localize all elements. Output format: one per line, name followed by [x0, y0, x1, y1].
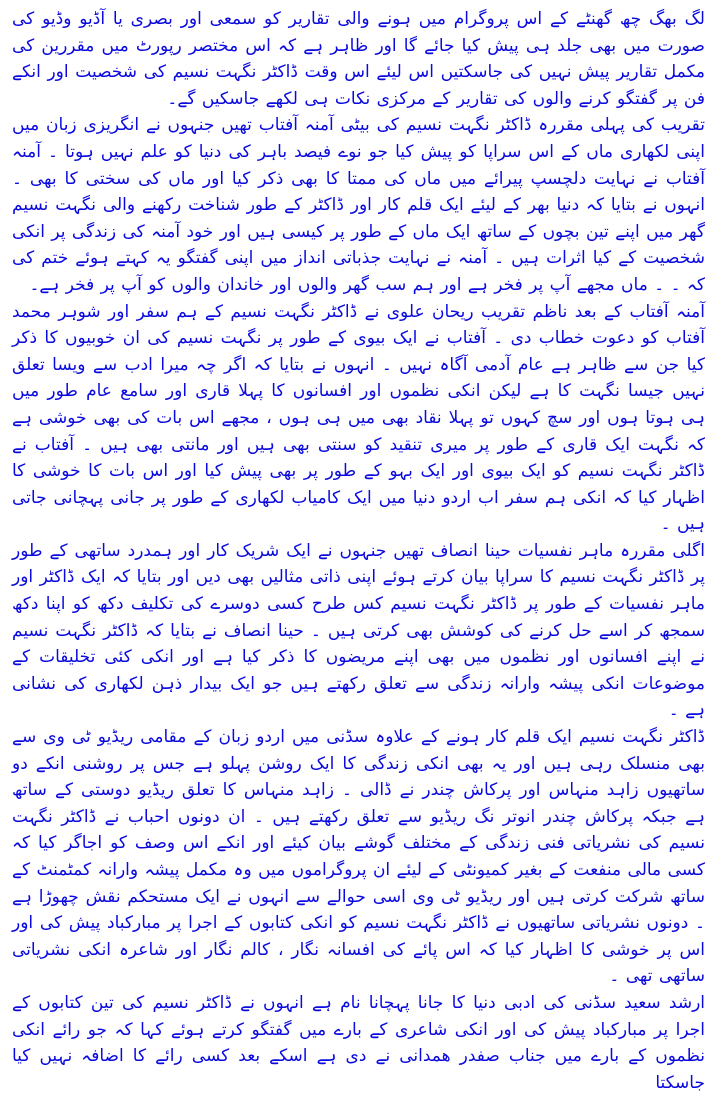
paragraph-arshad-saeed: ارشد سعید سڈنی کی ادبی دنیا کا جانا پہچانا نام ہے انہوں نے ڈاکٹر نسیم کی تین کتابوں کے اجرا پر مبارکباد پیش کی اور انکی شاعری کے بارے میں گفتگو کرتے ہوئے کہا کہ جو رائے انکی نظموں کے بارے میں جناب صفدر ھمدانی نے دی ہے اسکے بعد کسی رائے کا اضافہ نہیں کیا جاسکتا — [12, 992, 705, 1093]
paragraph-radio-colleagues: ڈاکٹر نگہت نسیم ایک قلم کار ہونے کے علاوہ سڈنی میں اردو زبان کے مقامی ریڈیو ٹی وی سے بھی منسلک رہی ہیں اور یہ بھی انکی زندگی کا ایک روشن پہلو ہے جس پر روشنی انکے دو ساتھیوں زاہد منہاس اور پرکاش چندر نے ڈالی ۔ زاہد منہاس کا تعلق ریڈیو دوستی کے ساتھ ہے جبکہ پرکاش چندر انوتر نگ ریڈیو سے تعلق رکھتے ہیں ۔ ان دونوں احباب نے ڈاکٹر نگہت نسیم کی نشریاتی فنی زندگی کے مختلف گوشے بیان کیئے اور انکے اس وصف کو اجاگر کیا کہ کسی مالی منفعت کے بغیر کمیونٹی کے لیئے ان پروگراموں میں وہ مکمل پیشہ وارانہ کمٹمنٹ کے ساتھ شرکت کرتی ہیں اور ریڈیو ٹی وی اسی حوالے سے انہوں نے ایک مستحکم نقش چھوڑا ہے ۔ دونوں نشریاتی ساتھیوں نے ڈاکٹر نگہت نسیم کو انکی کتابوں کے اجرا پر مبارکباد پیش کی اور اس پر خوشی کا اظہار کیا کہ اس پائے کی افسانہ نگار ، کالم نگار اور شاعرہ انکی نشریاتی ساتھی تھی ۔ — [11, 727, 705, 987]
paragraph-hina-insaaf: اگلی مقررہ ماہر نفسیات حینا انصاف تھیں جنہوں نے ایک شریک کار اور ہمدرد ساتھی کے طور پر ڈاکٹر نگہت نسیم کا سراپا بیان کرتے ہوئے اپنی ذاتی مثالیں بھی دیں اور بتایا کہ ایک ڈاکٹر اور ماہر نفسیات کے طور پر ڈاکٹر نگہت نسیم کس طرح کسی دوسرے کی تکلیف دکھ کو اپنا دکھ سمجھ کر اسے حل کرنے کی کوشش بھی کرتی ہیں ۔ حینا انصاف نے بتایا کہ ڈاکٹر نگہت نسیم نے اپنے افسانوں اور نظموں میں بھی اپنے مریضوں کا ذکر کیا ہے اور انکی کئی تخلیقات کے موضوعات انکی پیشہ وارانہ زندگی سے تعلق رکھتے ہیں جو ایک بیدار ذہن لکھاری کی نشانی ہے ۔ — [12, 540, 705, 721]
paragraph-intro: لگ بھگ چھ گھنٹے کے اس پروگرام میں ہونے والی تقاریر کو سمعی اور بصری یا آڈیو وڈیو کی صورت میں بھی جلد ہی پیش کیا جائے گا اور ظاہر ہے کہ اس مختصر رپورٹ میں مقررین کی مکمل تقاریر پیش نہیں کی جاسکتیں اس لیئے اس وقت ڈاکٹر نگہت نسیم کی شخصیت اور انکے فن پر گفتگو کرنے والوں کی تقاریر کے مرکزی نکات ہی لکھے جاسکیں گے۔ — [12, 9, 705, 109]
paragraph-muhammad-aftab: آمنہ آفتاب کے بعد ناظم تقریب ریحان علوی نے ڈاکٹر نگہت نسیم کے ہم سفر اور شوہر محمد آفتاب کو دعوت خطاب دی ۔ آفتاب نے ایک بیوی کے طور پر نگہت نسیم کی ان خوبیوں کا ذکر کیا جن سے ظاہر ہے عام آدمی آگاہ نہیں ۔ انہوں نے بتایا کہ اگر چہ میرا ادب سے ویسا تعلق نہیں جیسا نگہت کا ہے لیکن انکی نظموں اور افسانوں کا پہلا قاری اور سامع عام طور میں ہی ہوتا ہوں اور سچ کہوں تو پہلا نقاد بھی میں ہی ہوں ، مجھے اس بات کی بھی خوشی ہے کہ نگہت ایک قاری کے طور پر میری تنقید کو سنتی بھی ہیں اور مانتی بھی ہیں ۔ آفتاب نے ڈاکٹر نگہت نسیم کو ایک بیوی اور ایک بہو کے طور پر بھی پیش کیا اور اس بات کا خوشی کا اظہار کیا کہ انکی ہم سفر اب اردو دنیا میں ایک کامیاب لکھاری کے طور پر جانی پہچانی جاتی ہیں ۔ — [12, 301, 705, 535]
paragraph-amna-aftab: تقریب کی پہلی مقررہ ڈاکٹر نگہت نسیم کی بیٹی آمنہ آفتاب تھیں جنہوں نے انگریزی زبان میں اپنی لکھاری ماں کے اس سراپا کو پیش کیا جو نوے فیصد باہر کی دنیا کو علم نہیں ہوتا ۔ آمنہ آفتاب نے نہایت دلچسپ پیرائے میں ماں کی ممتا کا بھی ذکر کیا اور ماں کی سختی کا بھی ۔ انہوں نے بتایا کہ دنیا بھر کے لیئے ایک قلم کار اور ڈاکٹر کے طور شناخت رکھنے والی نگہت نسیم گھر میں اپنے تین بچوں کے ساتھ ایک ماں کے طور پر کیسی ہیں اور خود آمنہ کی زندگی پر انکی شخصیت کے کیا اثرات ہیں ۔ آمنہ نے نہایت جذباتی انداز میں اپنی گفتگو یہ کہتے ہوئے ختم کی کہ ۔ ۔ ماں مجھے آپ پر فخر ہے اور ہم سب گھر والوں اور خاندان والوں کو آپ پر فخر ہے۔ — [12, 115, 705, 295]
